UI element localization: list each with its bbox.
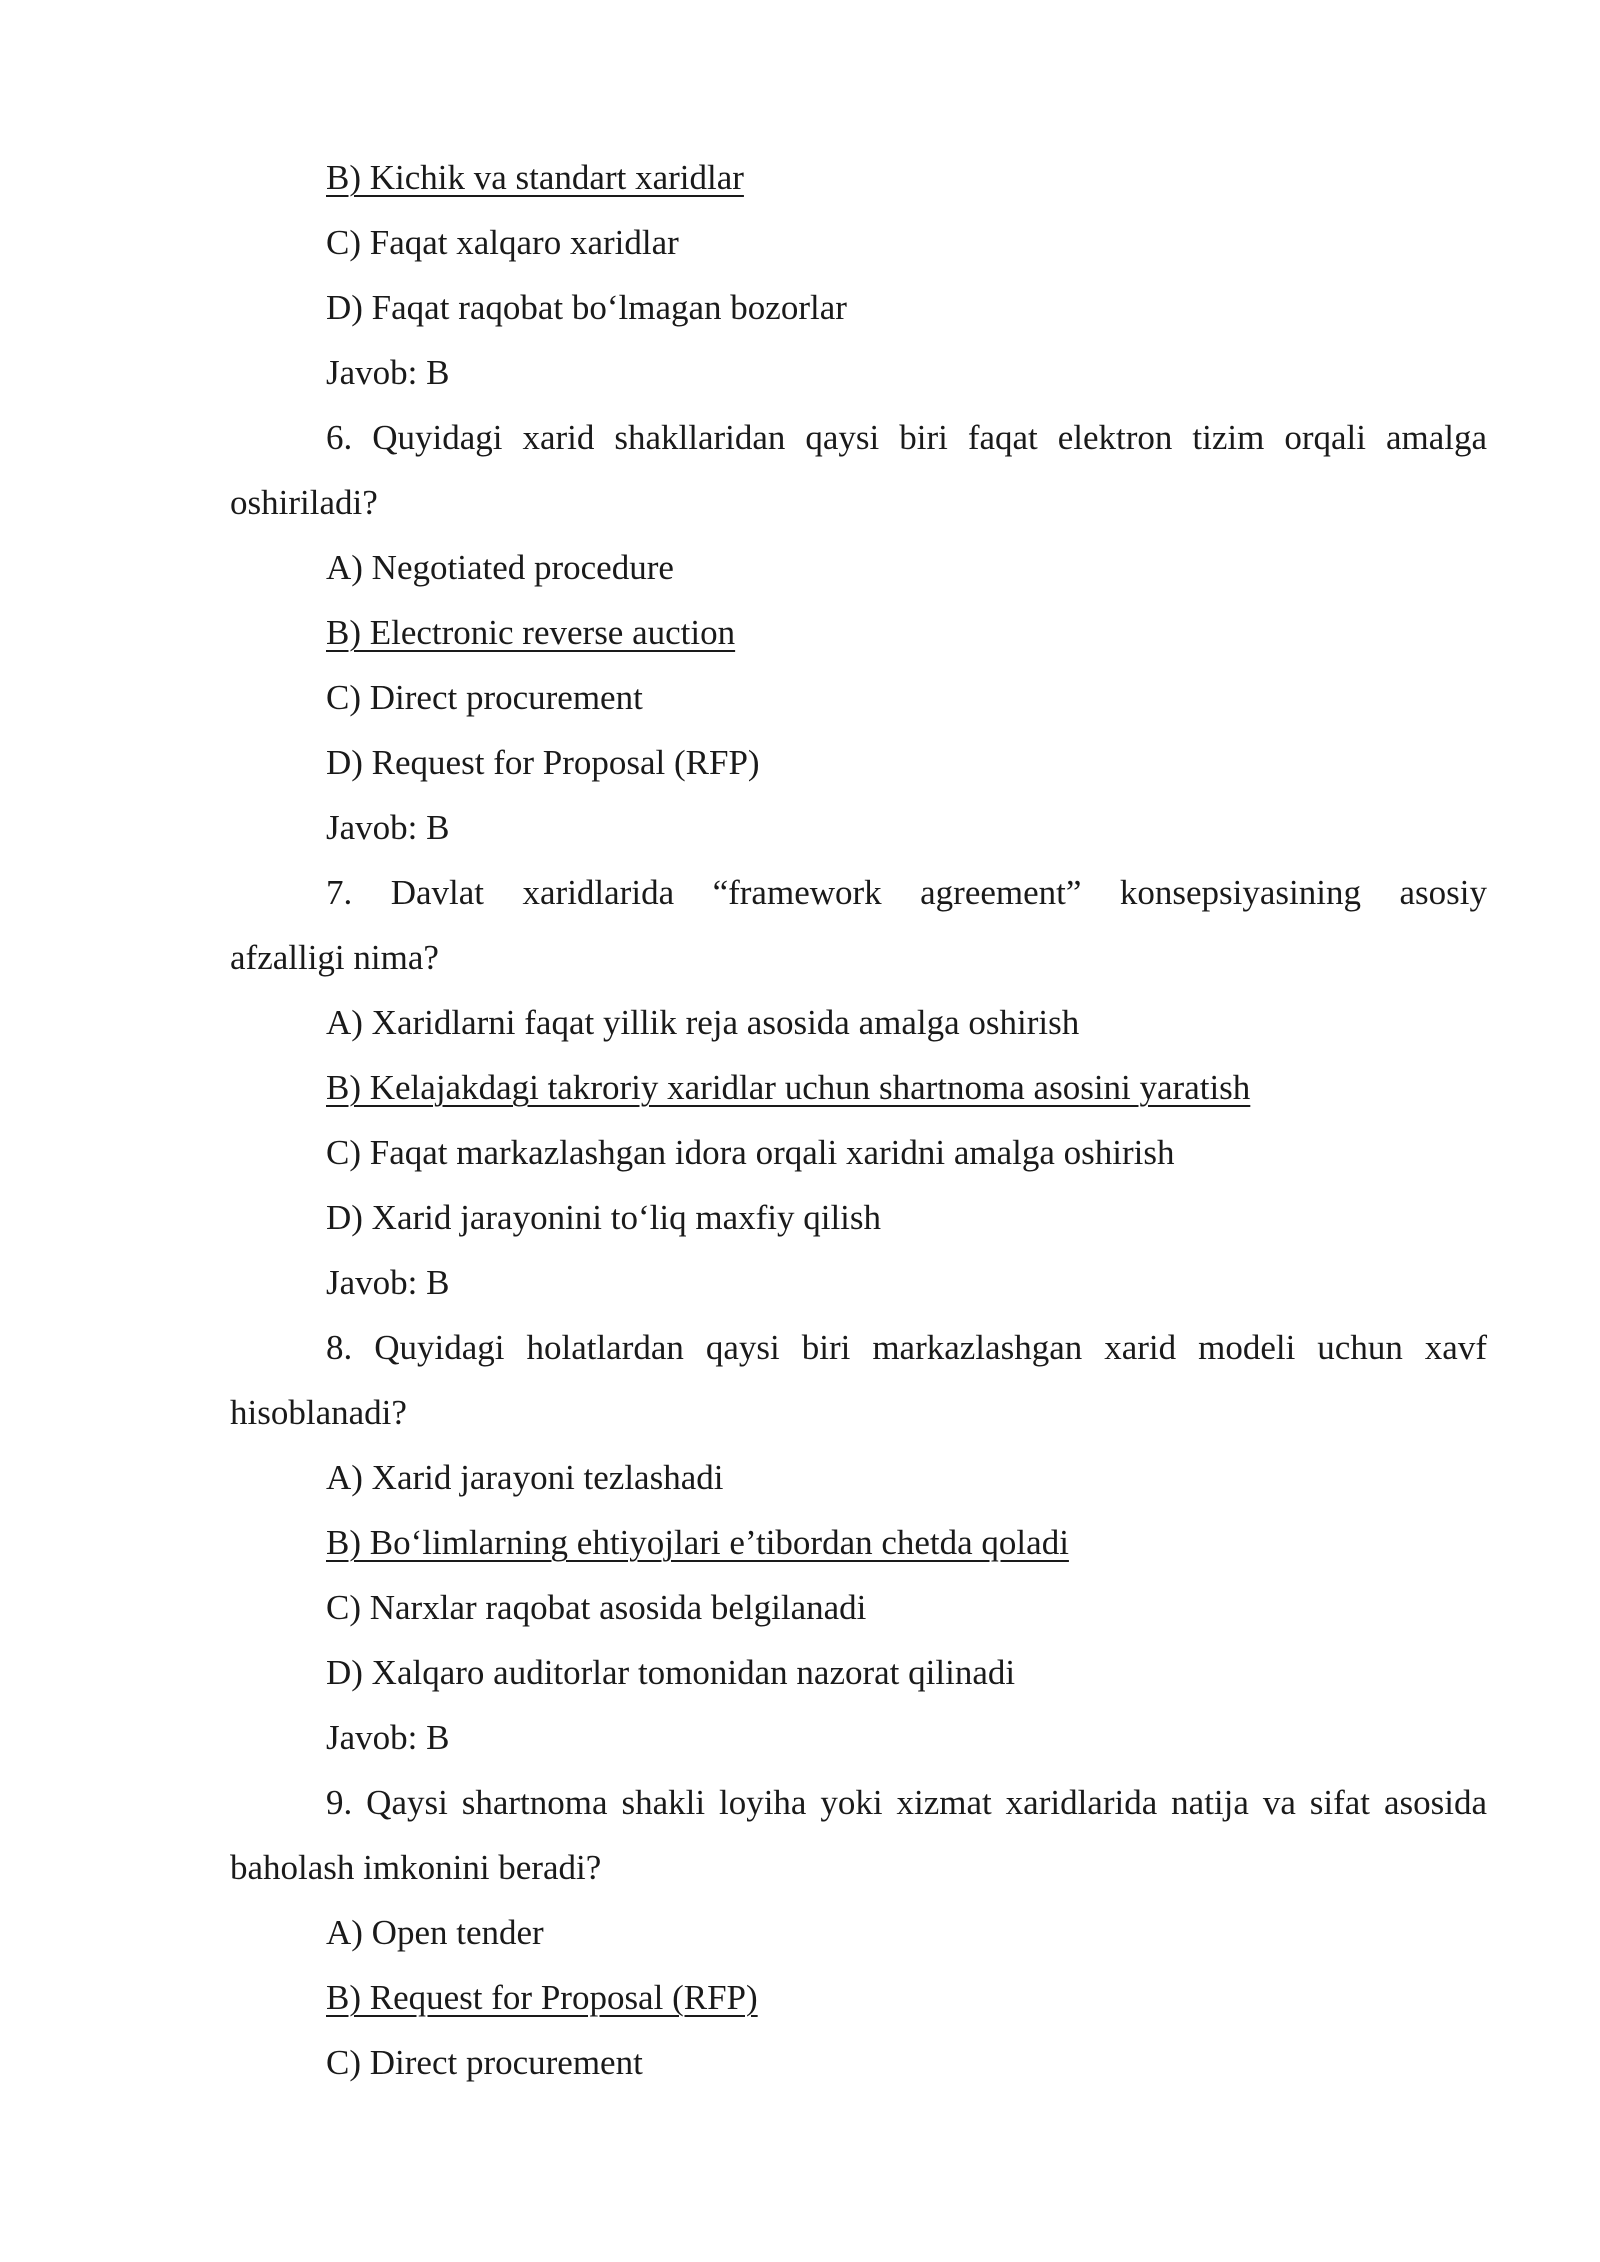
answer-option bbox=[230, 730, 1487, 795]
answer-option bbox=[230, 1185, 1487, 1250]
correct-option-text: B) Request for Proposal (RFP) bbox=[326, 1978, 758, 2017]
answer-key: Javob: B bbox=[326, 1718, 450, 1757]
correct-option-text: B) Kelajakdagi takroriy xaridlar uchun shartnoma asosini yaratish bbox=[326, 1068, 1251, 1107]
option-text: C) Direct procurement bbox=[326, 678, 643, 717]
question-block-q7 bbox=[230, 860, 1487, 1315]
question-text: 8. Quyidagi holatlardan qaysi biri markazlashgan xarid modeli uchun xavf bbox=[326, 1328, 1487, 1367]
answer-option bbox=[230, 1900, 1487, 1965]
page-content bbox=[230, 145, 1487, 2095]
answer-option bbox=[230, 1510, 1487, 1575]
question-block-q9 bbox=[230, 1770, 1487, 2095]
option-text: A) Negotiated procedure bbox=[326, 548, 674, 587]
correct-option-text: B) Bo‘limlarning ehtiyojlari e’tibordan chetda qoladi bbox=[326, 1523, 1069, 1562]
question-text: 6. Quyidagi xarid shakllaridan qaysi biri faqat elektron tizim orqali amalga bbox=[326, 418, 1487, 457]
option-text: C) Faqat markazlashgan idora orqali xaridni amalga oshirish bbox=[326, 1133, 1175, 1172]
option-text: C) Faqat xalqaro xaridlar bbox=[326, 223, 679, 262]
question-text-continuation: afzalligi nima? bbox=[230, 938, 439, 977]
question-text-continuation: baholash imkonini beradi? bbox=[230, 1848, 602, 1887]
answer-key: Javob: B bbox=[326, 1263, 450, 1302]
answer-option bbox=[230, 2030, 1487, 2095]
option-text: A) Xarid jarayoni tezlashadi bbox=[326, 1458, 724, 1497]
option-text: D) Faqat raqobat bo‘lmagan bozorlar bbox=[326, 288, 847, 327]
answer-option bbox=[230, 600, 1487, 665]
answer-option bbox=[230, 275, 1487, 340]
question-text-continuation: hisoblanadi? bbox=[230, 1393, 407, 1432]
option-text: D) Xalqaro auditorlar tomonidan nazorat qilinadi bbox=[326, 1653, 1016, 1692]
option-text: C) Direct procurement bbox=[326, 2043, 643, 2082]
answer-key: Javob: B bbox=[326, 353, 450, 392]
correct-option-text: B) Kichik va standart xaridlar bbox=[326, 158, 744, 197]
question-block-q8 bbox=[230, 1315, 1487, 1770]
option-text: A) Open tender bbox=[326, 1913, 544, 1952]
option-text: A) Xaridlarni faqat yillik reja asosida amalga oshirish bbox=[326, 1003, 1080, 1042]
answer-option bbox=[230, 1055, 1487, 1120]
answer-option bbox=[230, 665, 1487, 730]
answer-option bbox=[230, 990, 1487, 1055]
answer-option bbox=[230, 145, 1487, 210]
question-block-q6 bbox=[230, 405, 1487, 860]
answer-option bbox=[230, 1120, 1487, 1185]
answer-key: Javob: B bbox=[326, 808, 450, 847]
correct-option-text: B) Electronic reverse auction bbox=[326, 613, 736, 652]
option-text: D) Request for Proposal (RFP) bbox=[326, 743, 760, 782]
question-text: 7. Davlat xaridlarida “framework agreement” konsepsiyasining asosiy bbox=[326, 873, 1487, 912]
answer-option bbox=[230, 535, 1487, 600]
question-block-q5 bbox=[230, 145, 1487, 405]
option-text: D) Xarid jarayonini to‘liq maxfiy qilish bbox=[326, 1198, 882, 1237]
answer-option bbox=[230, 1965, 1487, 2030]
question-text: 9. Qaysi shartnoma shakli loyiha yoki xizmat xaridlarida natija va sifat asosida bbox=[326, 1783, 1487, 1822]
answer-option bbox=[230, 1640, 1487, 1705]
answer-option bbox=[230, 210, 1487, 275]
answer-option bbox=[230, 1445, 1487, 1510]
question-text-continuation: oshiriladi? bbox=[230, 483, 378, 522]
option-text: C) Narxlar raqobat asosida belgilanadi bbox=[326, 1588, 867, 1627]
answer-option bbox=[230, 1575, 1487, 1640]
